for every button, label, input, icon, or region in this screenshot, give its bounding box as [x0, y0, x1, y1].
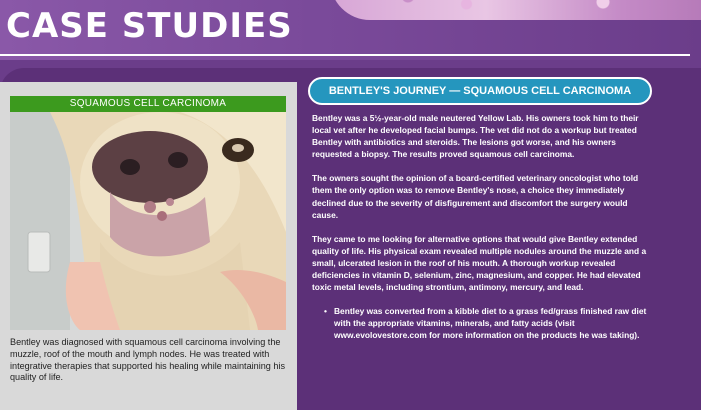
article-paragraph: They came to me looking for alternative options that would give Bentley extended quality of life. His physical exam revealed multiple nodules around the muzzle and a small, ulcerated lesion in the roof of his mouth. A thorough workup revealed deficiencies in vitamin D, selenium, zinc, magnesium, and copper. He had elevated toxic metal levels, including strontium, antimony, mercury, and lead. [312, 233, 647, 293]
bullet-text: Bentley was converted from a kibble diet to a grass fed/grass finished raw diet with the appropriate vitamins, minerals, and fatty acids (visit www.evolovestore.com for more information on the products he was taking). [334, 306, 647, 341]
article-paragraph: The owners sought the opinion of a board-certified veterinary oncologist who told them the only option was to remove Bentley's nose, a choice they immediately declined due to the severity of disfigurement and discomfort the surgery would cause. [312, 173, 639, 220]
decorative-cell-art [330, 0, 701, 20]
article-bullet-list [312, 305, 652, 341]
article-paragraph: Bentley was a 5½-year-old male neutered Yellow Lab. His owners took him to their local vet after he developed facial bumps. The vet did not do a workup but treated Bentley with antibiotics and steroids. The lesions got worse, and his owners requested a biopsy. The results proved squamous cell carcinoma. [312, 113, 639, 160]
photo-label: SQUAMOUS CELL CARCINOMA [10, 96, 286, 112]
article-body [312, 112, 652, 342]
dog-photo [10, 112, 286, 330]
bullet-icon: • [324, 306, 327, 317]
title-divider [0, 54, 690, 56]
dog-photo-illustration [10, 112, 286, 330]
article-heading: BENTLEY'S JOURNEY — SQUAMOUS CELL CARCINOMA [308, 77, 652, 105]
photo-caption: Bentley was diagnosed with squamous cell carcinoma involving the muzzle, roof of the mouth and lymph nodes. He was treated with integrative therapies that supported his healing while maintaining his quality of life. [10, 337, 286, 383]
list-item [324, 305, 652, 341]
page-title: CASE STUDIES [6, 6, 293, 46]
